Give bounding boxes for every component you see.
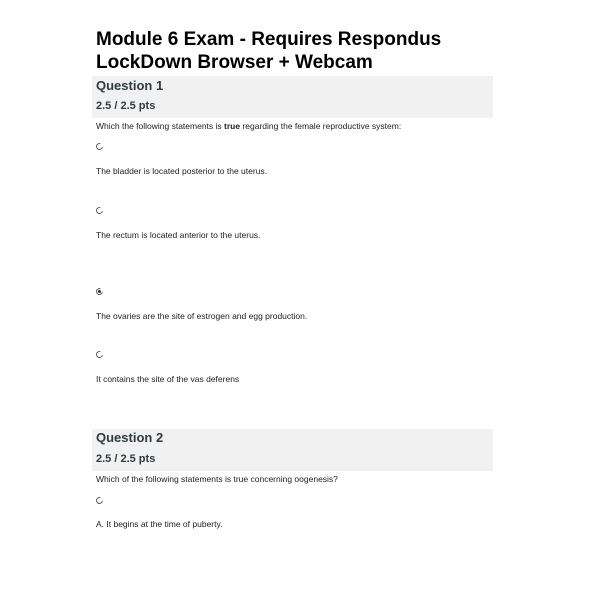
q2-answer-radio-1[interactable] [95,496,105,506]
answer-option-3: The ovaries are the site of estrogen and egg production. [96,311,308,321]
answer-radio-1[interactable] [95,142,105,152]
answer-radio-2[interactable] [95,206,105,216]
answer-option-1: The bladder is located posterior to the uterus. [96,166,268,176]
question-2-title: Question 2 [96,430,164,445]
question-1-stem-before: Which the following statements is [96,121,225,131]
q2-answer-option-1: A. It begins at the time of puberty. [96,519,223,529]
question-1-stem-bold: true [224,121,241,131]
answer-radio-4[interactable] [95,350,105,360]
question-1-points: 2.5 / 2.5 pts [96,100,156,112]
page-title: Module 6 Exam - Requires Respondus LockDown Browser + Webcam [96,29,442,73]
answer-option-2: The rectum is located anterior to the uterus. [96,230,261,240]
question-2-stem: Which of the following statements is true concerning oogenesis? [96,474,338,484]
answer-radio-3-selected[interactable] [95,287,105,297]
answer-option-4: It contains the site of the vas deferens [96,374,240,384]
question-2-points: 2.5 / 2.5 pts [96,453,156,465]
question-1-title: Question 1 [96,78,164,93]
question-1-stem [96,121,401,131]
question-1-stem-after: regarding the female reproductive system: [240,121,402,131]
